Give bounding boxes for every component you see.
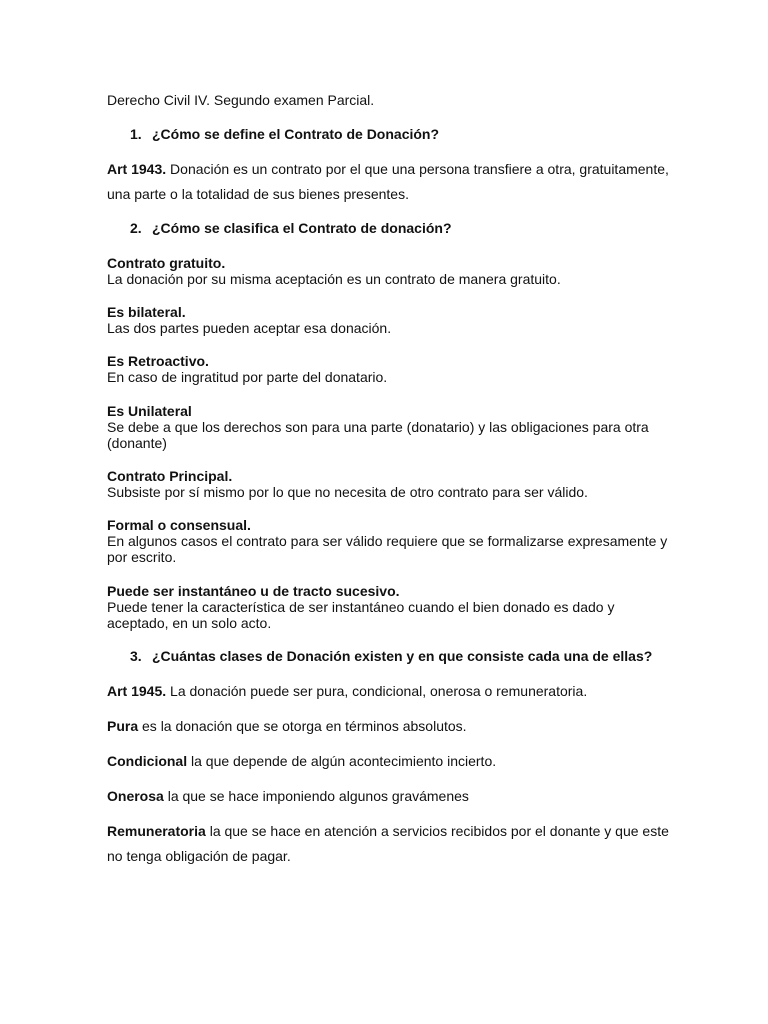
classification-title: Es Retroactivo. — [107, 353, 209, 369]
classification-title: Es Unilateral — [107, 403, 192, 419]
classification-title: Contrato Principal. — [107, 468, 233, 484]
classification-text: Las dos partes pueden aceptar esa donación. — [107, 320, 392, 336]
question-number: 1. — [130, 126, 142, 142]
article-text: Donación es un contrato por el que una persona transfiere a otra, gratuitamente, — [166, 161, 669, 177]
donation-type-remuneratoria-cont: no tenga obligación de pagar. — [107, 848, 291, 864]
question-text: ¿Cuántas clases de Donación existen y en que consiste cada una de ellas? — [152, 648, 653, 664]
donation-type-condicional: Condicional la que depende de algún acontecimiento incierto. — [107, 753, 497, 769]
q1-answer-line-1 — [107, 161, 669, 177]
question-text: ¿Cómo se define el Contrato de Donación? — [152, 126, 440, 142]
classification-text: por escrito. — [107, 549, 177, 565]
question-1 — [130, 126, 439, 142]
classification-text: aceptado, en un solo acto. — [107, 615, 272, 631]
q1-answer-line-2: una parte o la totalidad de sus bienes presentes. — [107, 186, 409, 202]
question-number: 2. — [130, 220, 142, 236]
donation-type-pura: Pura es la donación que se otorga en términos absolutos. — [107, 718, 467, 734]
classification-text: En algunos casos el contrato para ser válido requiere que se formalizarse expresamente y — [107, 533, 668, 549]
donation-type-remuneratoria: Remuneratoria la que se hace en atención a servicios recibidos por el donante y que este — [107, 823, 669, 839]
classification-text: Se debe a que los derechos son para una parte (donatario) y las obligaciones para otra — [107, 419, 649, 435]
classification-text: La donación por su misma aceptación es un contrato de manera gratuito. — [107, 271, 561, 287]
classification-text: Subsiste por sí mismo por lo que no necesita de otro contrato para ser válido. — [107, 484, 588, 500]
question-number: 3. — [130, 648, 142, 664]
classification-title: Formal o consensual. — [107, 517, 251, 533]
question-2 — [130, 220, 452, 236]
classification-text: (donante) — [107, 435, 167, 451]
classification-title: Es bilateral. — [107, 304, 186, 320]
classification-title: Puede ser instantáneo u de tracto sucesivo. — [107, 583, 400, 599]
question-text: ¿Cómo se clasifica el Contrato de donación? — [152, 220, 452, 236]
article-label: Art 1943. — [107, 161, 167, 177]
question-3 — [130, 648, 652, 664]
q3-article — [107, 683, 587, 699]
classification-text: En caso de ingratitud por parte del donatario. — [107, 369, 388, 385]
document-header: Derecho Civil IV. Segundo examen Parcial. — [107, 92, 375, 108]
classification-text: Puede tener la característica de ser instantáneo cuando el bien donado es dado y — [107, 599, 615, 615]
classification-title: Contrato gratuito. — [107, 255, 226, 271]
donation-type-onerosa: Onerosa la que se hace imponiendo algunos gravámenes — [107, 788, 469, 804]
article-text: La donación puede ser pura, condicional, onerosa o remuneratoria. — [166, 683, 588, 699]
article-label: Art 1945. — [107, 683, 167, 699]
